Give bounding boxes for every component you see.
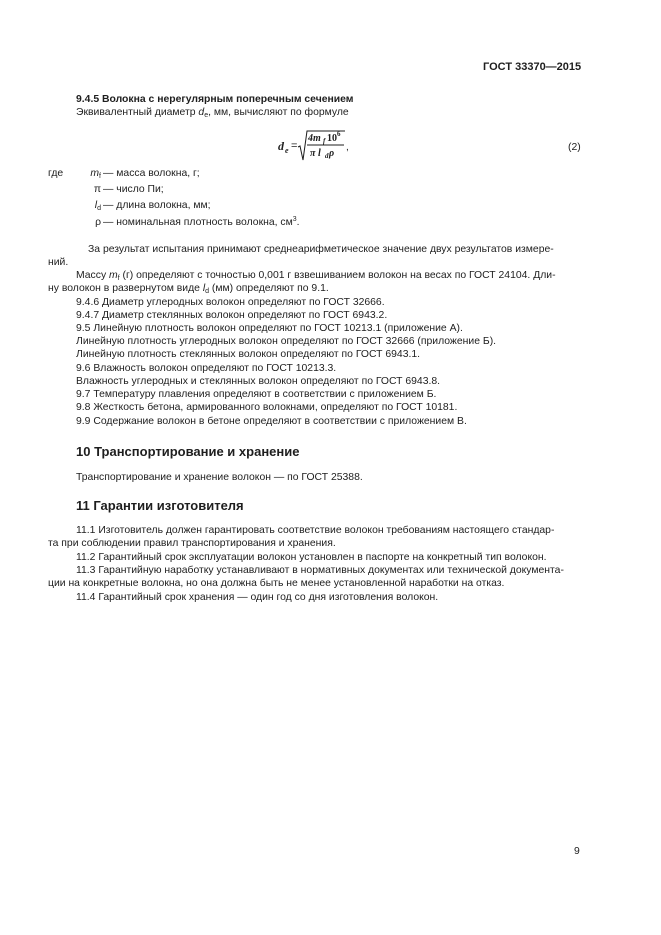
formula-equals: =: [291, 140, 298, 152]
document-code-header: ГОСТ 33370—2015: [483, 61, 582, 73]
mass-line-2: ну волокон в развернутом виде $l_d$ (мм) определяют по 9.1.: [48, 283, 329, 295]
formula-comma: ,: [346, 142, 349, 153]
paragraph-9-4-7: 9.4.7 Диаметр стеклянных волокон определяют по ГОСТ 6943.2.: [76, 310, 388, 321]
formula-denominator-rho: ρ: [329, 148, 335, 159]
paragraph-9-9: 9.9 Содержание волокон в бетоне определяют в соответствии с приложением В.: [76, 416, 467, 427]
formula-numerator-sub: f: [323, 137, 326, 145]
paragraph-9-8: 9.8 Жесткость бетона, армированного волокнами, определяют по ГОСТ 10181.: [76, 402, 458, 413]
paragraph-9-4-6: 9.4.6 Диаметр углеродных волокон определяют по ГОСТ 32666.: [76, 297, 385, 308]
mass-line-1: Массу $m_f$ (г) определяют с точностью 0,001 г взвешиванием волокон на весах по ГОСТ 24104. Дли-: [76, 270, 556, 282]
def-text-mf: — масса волокна, г;: [103, 168, 200, 179]
section-heading-9-4-5: 9.4.5 Волокна с нерегулярным поперечным сечением: [76, 94, 354, 105]
formula-intro: Эквивалентный диаметр $d_e$, мм, вычисляют по формуле: [76, 107, 349, 119]
paragraph-11-4: 11.4 Гарантийный срок хранения — один год со дня изготовления волокон.: [76, 592, 439, 603]
def-symbol-ld: $l_d$: [94, 200, 101, 212]
paragraph-11-2: 11.2 Гарантийный срок эксплуатации волокон установлен в паспорте на конкретный тип волокон.: [76, 552, 547, 563]
paragraph-9-5-carbon: Линейную плотность углеродных волокон определяют по ГОСТ 32666 (приложение Б).: [76, 336, 497, 347]
paragraph-11-1-a: 11.1 Изготовитель должен гарантировать соответствие волокон требованиям настоящего стандар-: [76, 525, 555, 536]
paragraph-11-3-b: ции на конкретные волокна, но она должна быть не менее установленной наработки на отказ.: [48, 578, 505, 589]
def-symbol-mf: $m_f$: [90, 168, 101, 180]
formula-numerator: 4m: [308, 133, 321, 144]
formula-numerator-sup: 6: [337, 130, 341, 138]
equivalent-diameter-formula: [278, 128, 353, 164]
page-number: 9: [574, 846, 580, 857]
paragraph-9-6-b: Влажность углеродных и стеклянных волокон определяют по ГОСТ 6943.8.: [76, 376, 441, 387]
def-text-pi: — число Пи;: [103, 184, 164, 195]
section-heading-11: 11 Гарантии изготовителя: [76, 498, 244, 513]
paragraph-9-5: 9.5 Линейную плотность волокон определяют по ГОСТ 10213.1 (приложение А).: [76, 323, 463, 334]
def-symbol-rho: ρ: [95, 217, 101, 228]
formula-lhs-sub: e: [285, 146, 289, 155]
paragraph-11-3-a: 11.3 Гарантийную наработку устанавливают в нормативных документах или технической документа-: [76, 565, 564, 576]
result-line-2: ний.: [48, 257, 69, 268]
def-text-rho: — номинальная плотность волокна, $см^3$.: [103, 216, 300, 228]
formula-lhs: d: [278, 139, 284, 153]
where-label: где: [48, 168, 64, 179]
formula-numerator-power: 10: [327, 133, 337, 144]
section-10-text: Транспортирование и хранение волокон — по ГОСТ 25388.: [76, 472, 363, 483]
def-symbol-pi: π: [93, 184, 101, 195]
paragraph-9-6: 9.6 Влажность волокон определяют по ГОСТ 10213.3.: [76, 363, 337, 374]
formula-denominator: π l: [310, 148, 321, 159]
paragraph-9-5-glass: Линейную плотность стеклянных волокон определяют по ГОСТ 6943.1.: [76, 349, 421, 360]
section-heading-10: 10 Транспортирование и хранение: [76, 444, 300, 459]
formula-denominator-sub: d: [325, 152, 329, 160]
equation-number: (2): [568, 142, 581, 153]
paragraph-11-1-b: та при соблюдении правил транспортирования и хранения.: [48, 538, 336, 549]
def-text-ld: — длина волокна, мм;: [103, 200, 211, 211]
paragraph-9-7: 9.7 Температуру плавления определяют в соответствии с приложением Б.: [76, 389, 437, 400]
result-line-1: За результат испытания принимают среднеарифметическое значение двух результатов измере-: [88, 244, 554, 255]
